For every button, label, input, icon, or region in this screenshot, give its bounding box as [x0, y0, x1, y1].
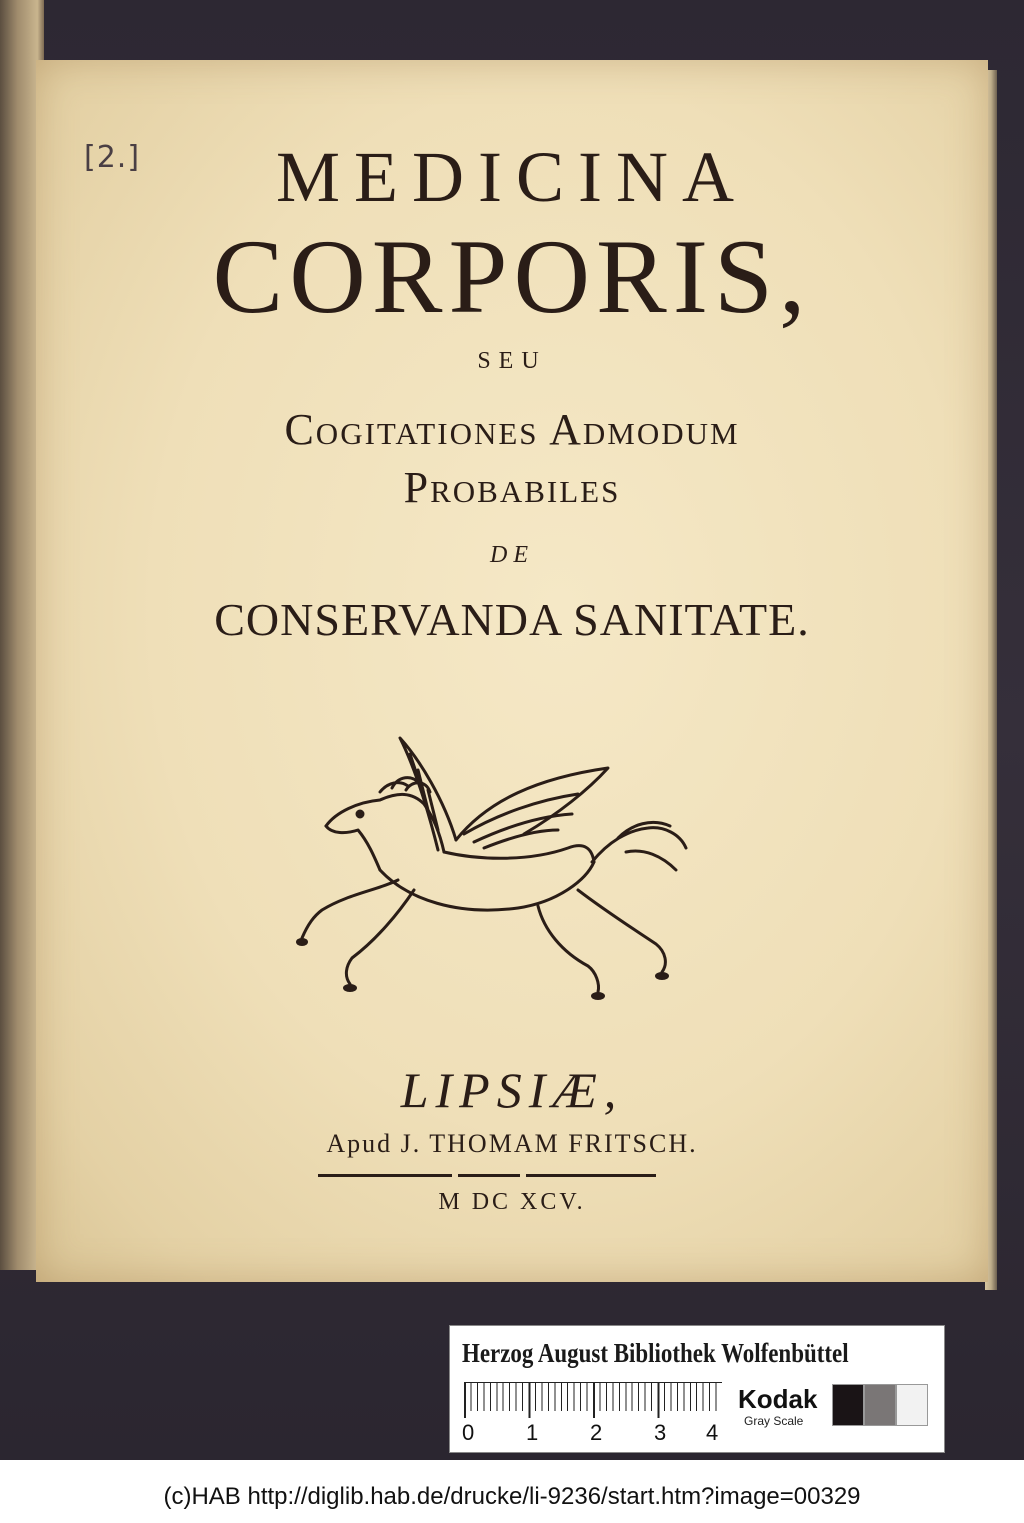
imprint-rule-left — [318, 1174, 452, 1177]
ruler-number: 2 — [590, 1420, 603, 1445]
subtitle-line-de: DE — [490, 542, 534, 568]
pegasus-woodcut-icon — [288, 730, 698, 1010]
imprint-year: M DC XCV. — [438, 1189, 586, 1215]
ruler-number: 4 — [706, 1420, 719, 1445]
title-line-seu: SEU — [477, 348, 547, 374]
gray-swatch-light — [896, 1384, 928, 1426]
gray-swatch-mid — [864, 1384, 896, 1426]
gray-scale-label: Gray Scale — [744, 1414, 804, 1428]
subtitle-line-probabiles: Probabiles — [403, 463, 621, 512]
kodak-brand: Kodak — [738, 1384, 818, 1414]
shelfmark-annotation: [2.] — [84, 140, 141, 175]
subtitle-line-conservanda: CONSERVANDA SANITATE. — [214, 594, 810, 645]
ruler-major-ticks — [464, 1382, 722, 1418]
gray-swatch-dark — [832, 1384, 864, 1426]
imprint-rule-middle — [458, 1174, 520, 1177]
imprint-rule-right — [526, 1174, 656, 1177]
ruler-number: 0 — [462, 1420, 475, 1445]
title-line-corporis: CORPORIS, — [212, 218, 812, 335]
imprint-printer: Apud J. THOMAM FRITSCH. — [326, 1129, 698, 1158]
imprint-place: LIPSIÆ, — [400, 1062, 624, 1118]
title-line-medicina: MEDICINA — [276, 137, 748, 217]
ruler-number: 3 — [654, 1420, 667, 1445]
ruler-number: 1 — [526, 1420, 539, 1445]
subtitle-line-cogitationes: Cogitationes Admodum — [284, 405, 740, 454]
library-name: Herzog August Bibliothek Wolfenbüttel — [462, 1338, 849, 1368]
color-target-card — [449, 1325, 945, 1453]
copyright-footer: (c)HAB http://diglib.hab.de/drucke/li-9236/start.htm?image=00329 — [163, 1483, 861, 1510]
